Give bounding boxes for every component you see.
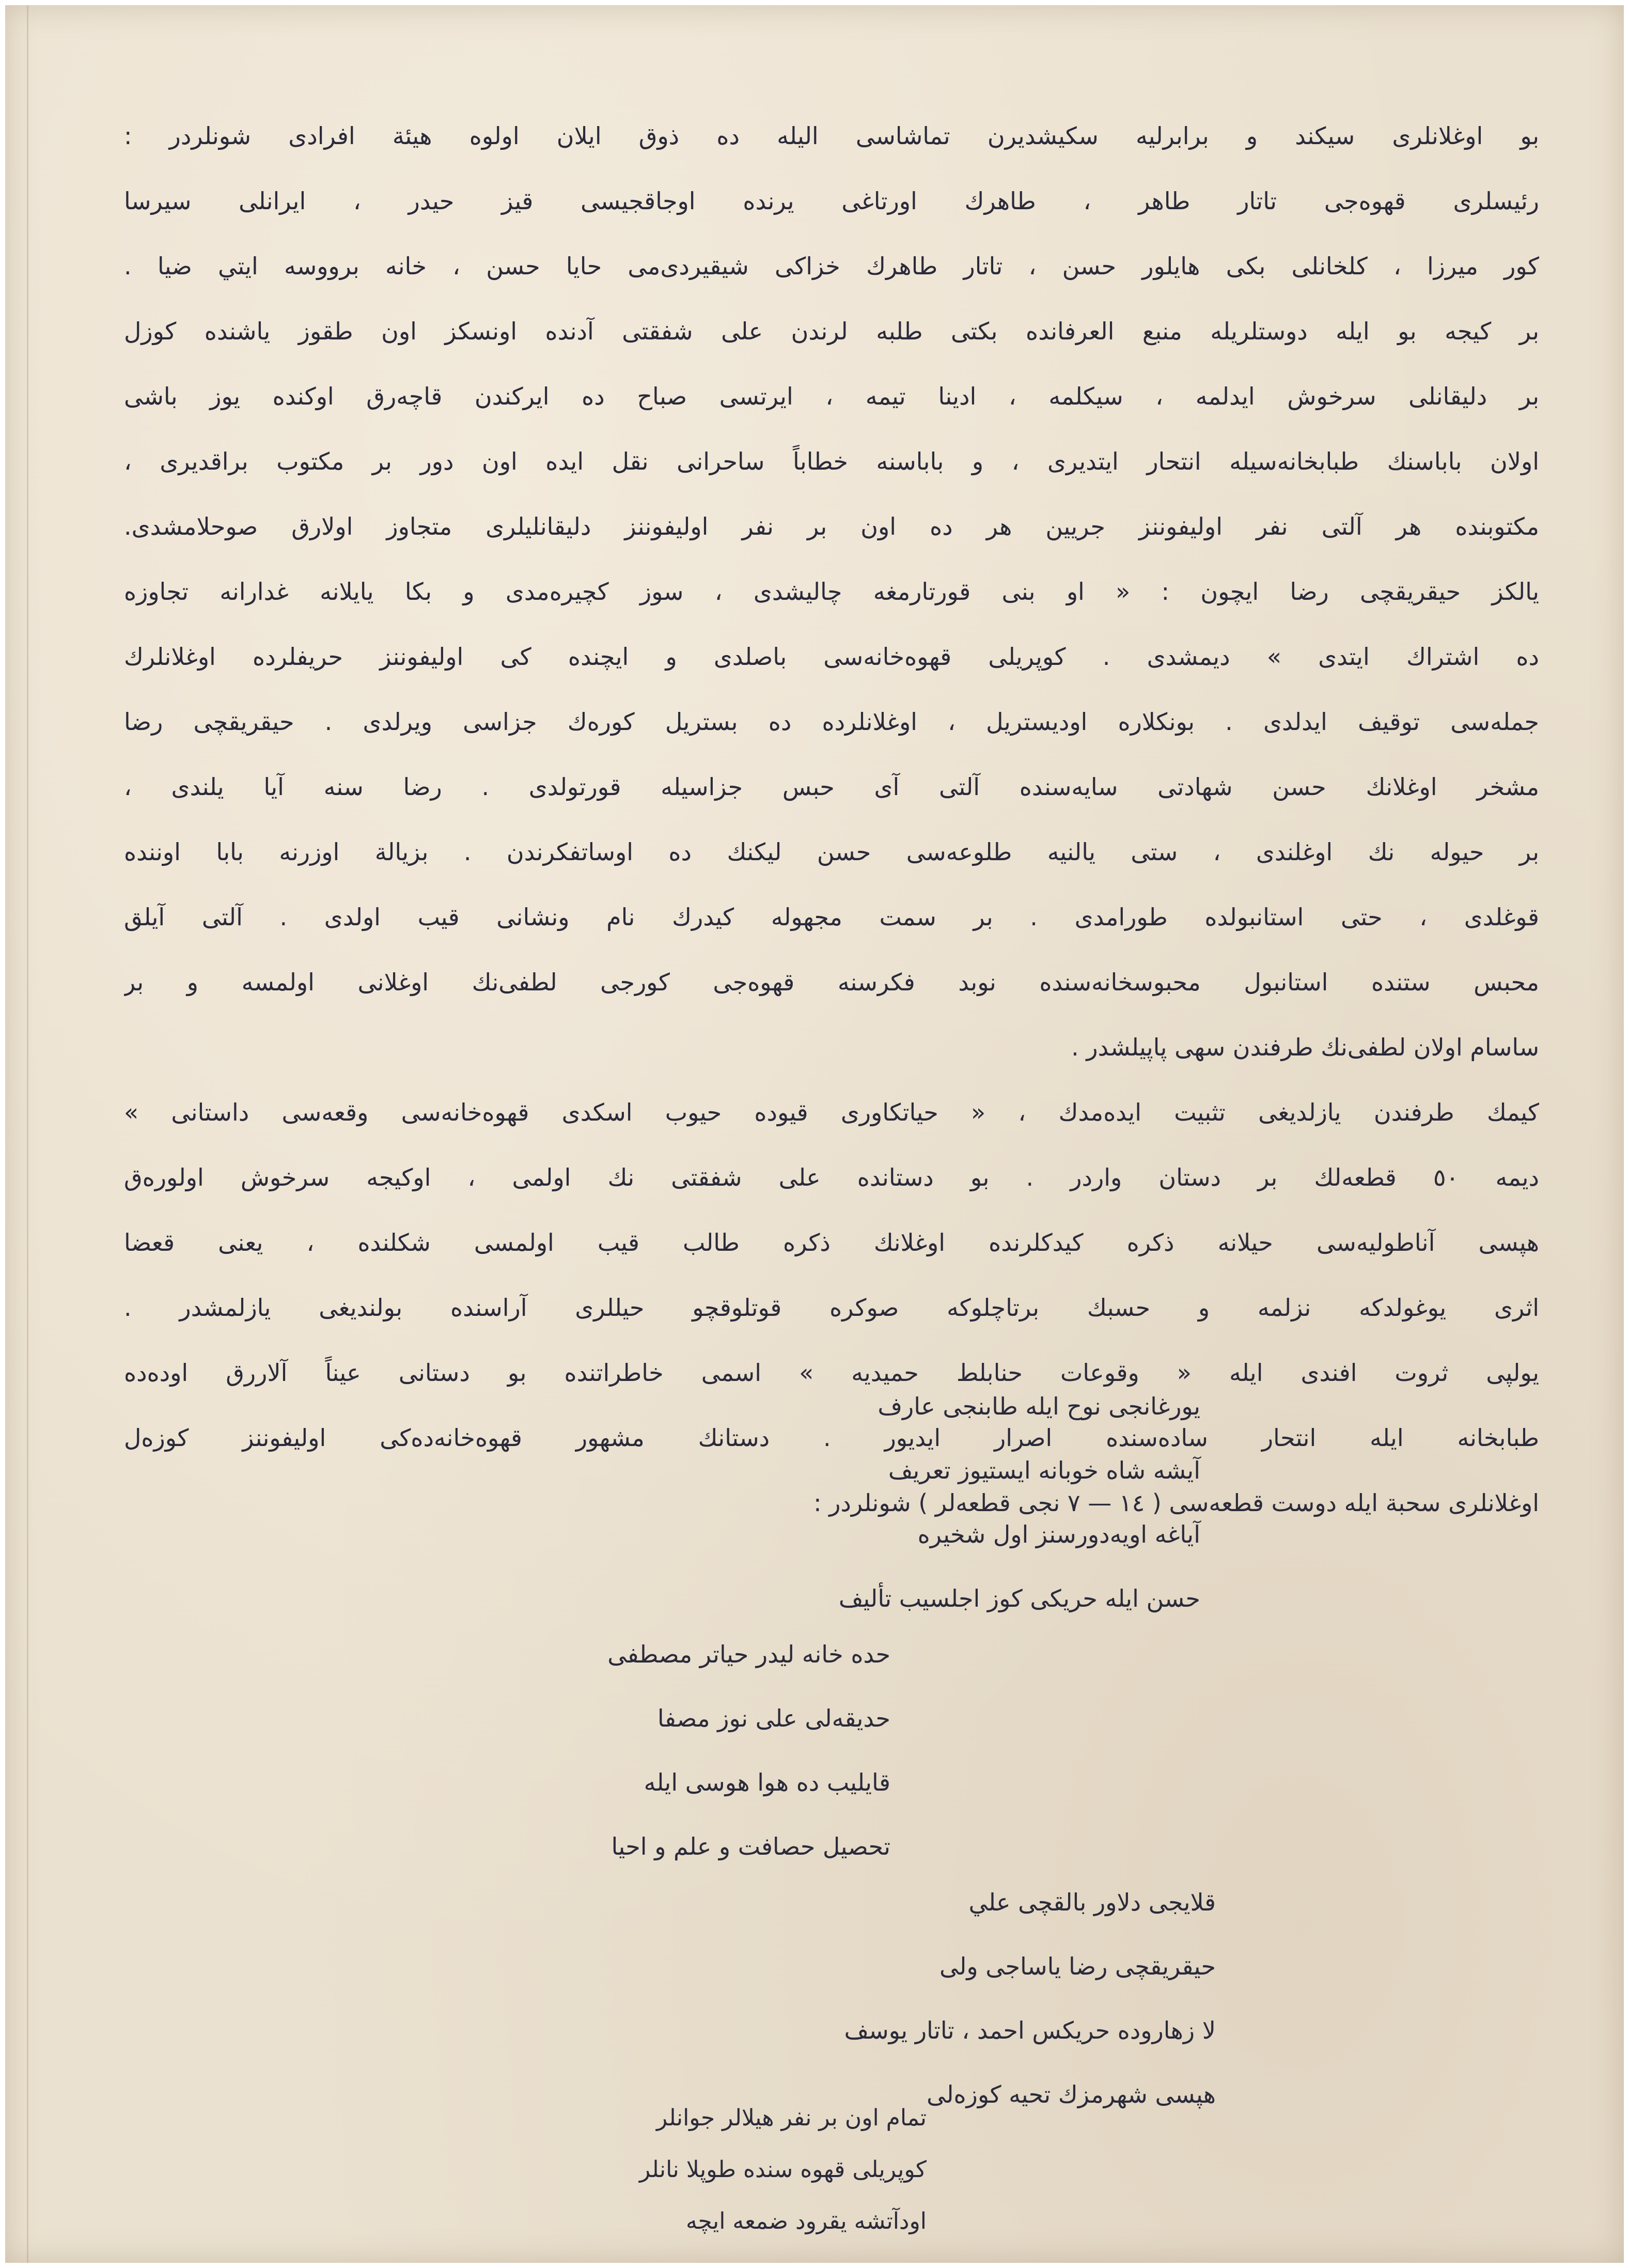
text-line: قوغلدى ، حتى استانبولده طورامدى . بر سمت مجهوله كيدرك نام ونشانى قيب اولدى . آلتى آيلق [124, 903, 1539, 931]
verse-line: حديقه‌لى على نوز مصفا [657, 1704, 890, 1732]
verse-line: قلايجى دلاور بالقچى علي [968, 1888, 1216, 1916]
text-line: اولان باباسنك طبابخانه‌سيله انتحار ايتديرى ، و باباسنه خطاباً ساحرانى نقل ايده اون دور بر مكتوب براقديرى ، [124, 447, 1539, 475]
text-line: هپسى آناطوليه‌سى حيلانه ذكره كيدكلرنده اوغلانك ذكره طالب قيب اولمسى شكلنده ، يعنى قعضا [124, 1229, 1539, 1256]
text-line: بر دليقانلى سرخوش ايدلمه ، سيكلمه ، ادينا تيمه ، ايرتسى صباح ده ايركندن قاچه‌رق اوكنده يوز باشى [124, 382, 1539, 410]
verse-line: لا زهاروده حريكس احمد ، تاتار يوسف [844, 2016, 1216, 2044]
verse-line: تحصيل حصافت و علم و احيا [611, 1832, 890, 1860]
verse-line: حيقريقچى رضا ياساجى ولى [939, 1952, 1216, 1980]
text-line: طبابخانه ايله انتحار ساده‌سنده اصرار ايديور . دستانك مشهور قهوه‌خانه‌ده‌كى اوليفوننز كوزه‌ل [124, 1424, 1539, 1452]
verse-stanza-1 [839, 1374, 1200, 1630]
verse-line: تمام اون بر نفر هيلالر جوانلر [656, 2105, 927, 2131]
verse-line: هپسى شهرمزك تحيه كوزه‌لى [927, 2080, 1216, 2108]
text-line: بو اوغلانلرى سيكند و برابرليه سكيشديرن تماشاسى اليله ده ذوق ايلان اولوه هيئة افرادى شونلردر : [124, 122, 1539, 150]
text-line: مكتوبنده هر آلتى نفر اوليفوننز جريين هر ده اون بر نفر اوليفوننز دليقانليلرى متجاوز اولارق صوحلامشدى. [124, 512, 1539, 540]
text-line: محبس ستنده استانبول محبوسخانه‌سنده نوبد فكرسنه قهوه‌جى كورجى لطفى‌نك اوغلانى اولمسه و بر [124, 968, 1539, 996]
text-line: مشخر اوغلانك حسن شهادتى سايه‌سنده آلتى آى حبس جزاسيله قورتولدى . رضا سنه آيا يلندى ، [124, 773, 1539, 801]
text-line: اثرى يوغولدكه نزلمه و حسبك برتاچلوكه صوكره قوتلوقچو حيللرى آراسنده بولنديغى يازلمشدر . [124, 1294, 1539, 1322]
text-line: جمله‌سى توقيف ايدلدى . بونكلاره اوديستريل ، اوغلانلرده ده بستريل كوره‌ك جزاسى ويرلدى . حيقريقچى رضا [124, 708, 1539, 736]
manuscript-page [5, 5, 1624, 2263]
text-line: يالكز حيقريقچى رضا ايچون : « او بنى قورتارمغه چاليشدى ، سوز كچيره‌مدى و بكا يايلانه غدارانه تجاوزه [124, 578, 1539, 605]
prose-block [124, 103, 1539, 1535]
verse-line: كوپريلى قهوه سنده طوپلا نانلر [639, 2156, 927, 2183]
verse-line: حسن ايله حريكى كوز اجلسيب تأليف [838, 1585, 1200, 1612]
verse-line: يورغانجى نوح ايله طابنجى عارف [878, 1392, 1200, 1420]
verse-line: آياغه اويه‌دورسنز اول شخيره [917, 1520, 1200, 1548]
text-line: يولپى ثروت افندى ايله « وقوعات حنابلط حميديه » اسمى خاطراتنده بو دستانى عيناً آلاررق اوده‌ده [124, 1359, 1539, 1387]
text-line: بر حيوله نك اوغلندى ، ستى يالنيه طلوعه‌سى حسن ليكنك ده اوساتفكرندن . بزيالة اوزرنه بابا اوننده [124, 838, 1539, 866]
verse-line: حده خانه ليدر حياتر مصطفى [607, 1640, 890, 1668]
text-line: ديمه ٥٠ قطعه‌لك بر دستان واردر . بو دستانده على شفقتى نك اولمى ، اوكيجه سرخوش اولوره‌ق [124, 1163, 1539, 1191]
verse-stanza-3 [844, 1870, 1216, 2126]
verse-line: آيشه شاه خوبانه ايستيوز تعريف [888, 1456, 1200, 1484]
text-line: رئيسلرى قهوه‌جى تاتار طاهر ، طاهرك اورتاغى يرنده اوجاقجيسى قيز حيدر ، ايرانلى سيرسا [124, 187, 1539, 215]
text-line: كيمك طرفندن يازلديغى تثبيت ايده‌مدك ، « حياتكاورى قيوده حيوب اسكدى قهوه‌خانه‌سى وقعه‌سى داستانى » [124, 1098, 1539, 1126]
text-line: كور ميرزا ، كلخانلى بكى هايلور حسن ، تاتار طاهرك خزاكى شيقيردى‌مى حايا حسن ، خانه برووسه ايتي ضيا . [124, 252, 1539, 280]
text-line: اوغلانلرى سحبة ايله دوست قطعه‌سى ( ١٤ — ٧ نجى قطعه‌لر ) شونلردر : [813, 1489, 1539, 1517]
verse-line: اودآتشه يقرود ضمعه ايچه [685, 2208, 927, 2234]
verse-stanza-final [639, 2092, 927, 2247]
text-line: ده اشتراك ايتدى » ديمشدى . كوپريلى قهوه‌خانه‌سى باصلدى و ايچنده كى اوليفوننز حريفلرده اوغلانلرك [124, 643, 1539, 671]
verse-line: قايليب ده هوا هوسى ايله [644, 1768, 890, 1796]
verse-stanza-2 [607, 1622, 890, 1878]
page-edge-line [27, 5, 28, 2263]
text-line: بر كيجه بو ايله دوستلريله منبع العرفانده بكتى طلبه لرندن على شفقتى آدنده اونسكز اون طقوز ياشنده كوزل [124, 317, 1539, 345]
text-line: ساسام اولان لطفى‌نك طرفندن سهى پاپيلشدر . [1071, 1033, 1539, 1061]
